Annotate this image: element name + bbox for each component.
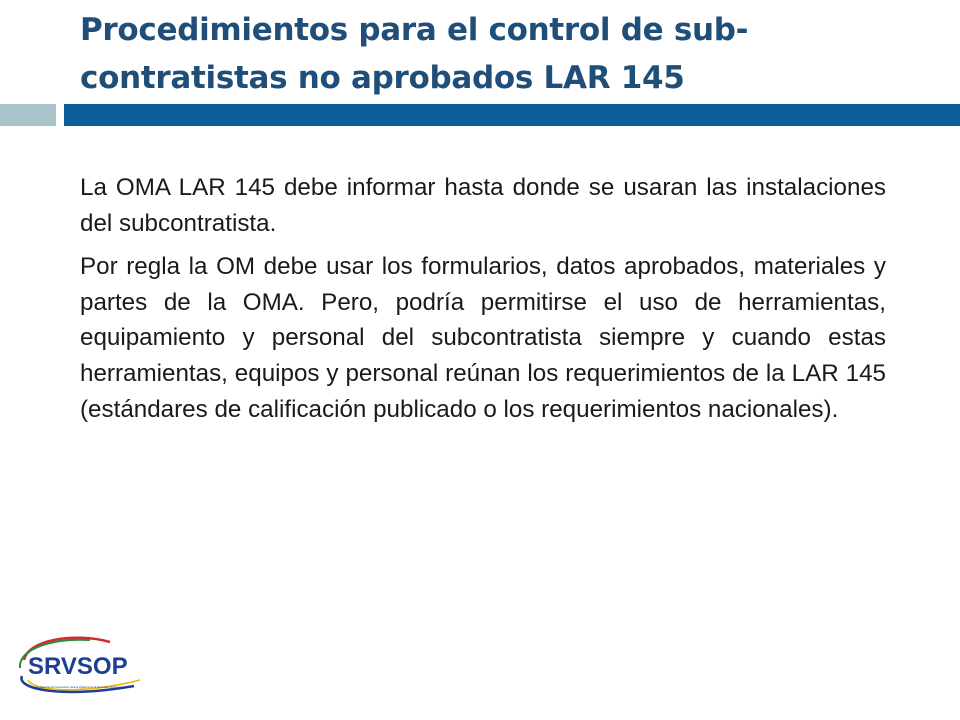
header-bar [64, 104, 960, 126]
srvsop-logo [14, 632, 146, 698]
logo-tagline: Sistema Regional de Cooperación para la Vigilancia de la Seguridad Operacional [30, 686, 124, 689]
paragraph-1: La OMA LAR 145 debe informar hasta donde se usaran las instalaciones del subcontratista. [80, 174, 886, 237]
slide-title: Procedimientos para el control de sub-contratistas no aprobados LAR 145 [80, 12, 749, 96]
paragraph-2: Por regla la OM debe usar los formularios, datos aprobados, materiales y partes de la OMA. Pero, podría permitirse el uso de herramientas, equipamiento y personal del subcontratista siempre y cuando estas herramientas, equipos y personal reúnan los requerimientos de la LAR 145 (estándares de calificación publicado o los requerimientos nacionales). [80, 253, 886, 423]
logo-text: SRVSOP [28, 653, 128, 680]
header-bar-left [0, 104, 56, 126]
slide-body [80, 170, 886, 435]
